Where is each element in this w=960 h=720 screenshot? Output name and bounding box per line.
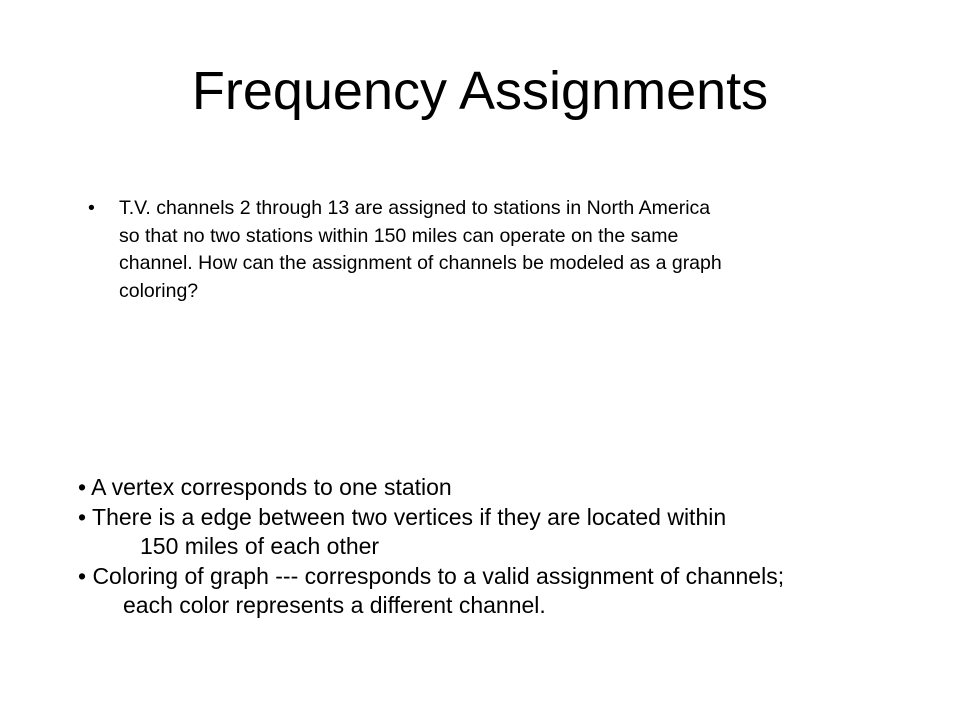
answer-vertex-line: • A vertex corresponds to one station bbox=[78, 474, 452, 500]
question-line: T.V. channels 2 through 13 are assigned to stations in North America bbox=[119, 197, 711, 219]
answer-text-box bbox=[78, 473, 938, 621]
question-line: coloring? bbox=[119, 279, 199, 302]
answer-coloring-line: • Coloring of graph --- corresponds to a valid assignment of channels; bbox=[78, 562, 785, 589]
question-text bbox=[119, 195, 864, 305]
answer-edge-continuation: 150 miles of each other bbox=[140, 533, 380, 559]
question-line: channel. How can the assignment of channels be modeled as a graph bbox=[119, 252, 722, 274]
question-line: so that no two stations within 150 miles can operate on the same bbox=[119, 224, 679, 247]
answer-edge-line: • There is a edge between two vertices if they are located within bbox=[78, 503, 727, 530]
slide-title: Frequency Assignments bbox=[191, 61, 769, 121]
bullet-icon: • bbox=[88, 197, 95, 219]
answer-coloring-continuation: each color represents a different channel. bbox=[123, 592, 546, 618]
